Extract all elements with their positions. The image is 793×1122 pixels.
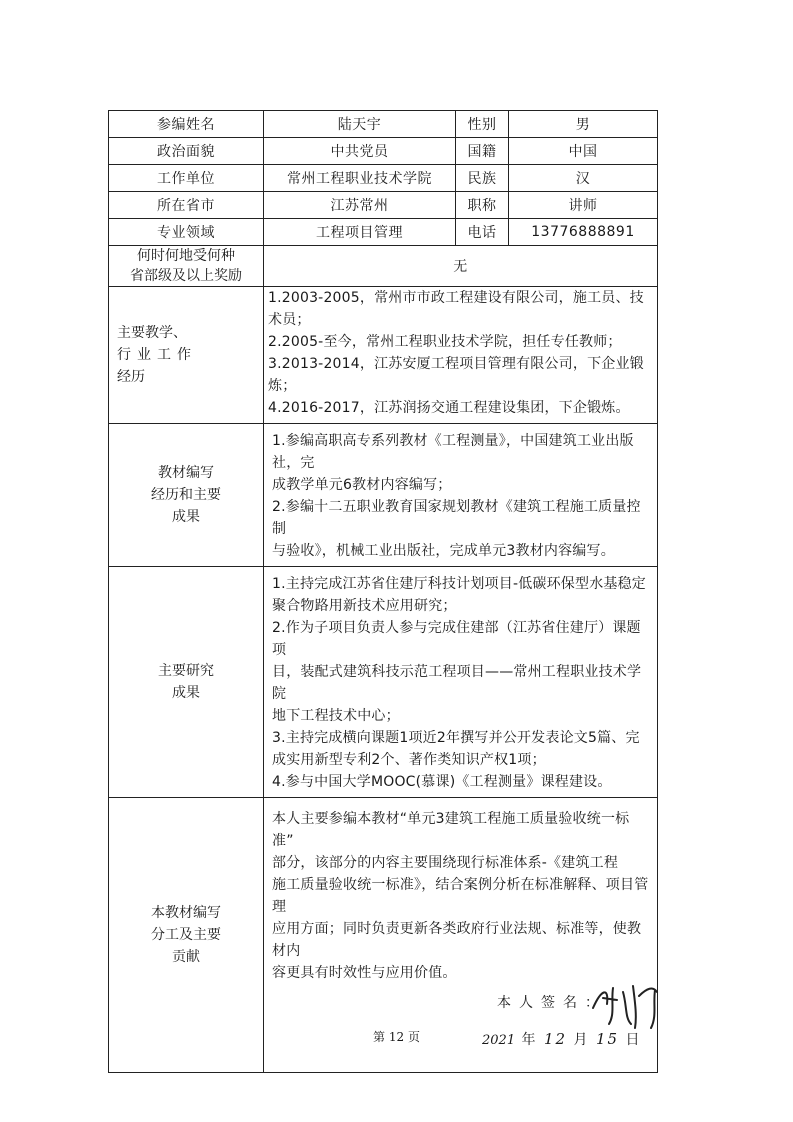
ethnicity-label: 民族 xyxy=(456,165,509,192)
row-textbook xyxy=(109,424,658,567)
textbook-content xyxy=(264,424,658,567)
awards-label xyxy=(109,246,264,287)
row-province xyxy=(109,192,658,219)
experience-label xyxy=(109,287,264,424)
phone-value: 13776888891 xyxy=(509,219,658,246)
gender-label: 性别 xyxy=(456,111,509,138)
textbook-label xyxy=(109,424,264,567)
row-research xyxy=(109,567,658,798)
name-value: 陆天宇 xyxy=(264,111,456,138)
nationality-value: 中国 xyxy=(509,138,658,165)
experience-label-line-2: 行业工作 xyxy=(117,347,197,363)
experience-item: 3.2013-2014，江苏安厦工程项目管理有限公司，下企业锻炼； xyxy=(268,356,644,394)
research-line: 聚合物路用新技术应用研究； xyxy=(272,598,457,614)
textbook-label-line-2: 经历和主要 xyxy=(151,487,221,503)
ethnicity-value: 汉 xyxy=(509,165,658,192)
experience-label-line-1: 主要教学、 xyxy=(117,325,187,341)
author-info-table xyxy=(108,110,658,1073)
province-value: 江苏常州 xyxy=(264,192,456,219)
research-line: 1.主持完成江苏省住建厅科技计划项目-低碳环保型水基稳定 xyxy=(272,576,647,592)
contribution-label-line-2: 分工及主要 xyxy=(151,927,221,943)
row-field xyxy=(109,219,658,246)
research-line: 成实用新型专利2个、著作类知识产权1项； xyxy=(272,752,546,768)
awards-label-line-2: 省部级及以上奖励 xyxy=(130,268,242,284)
research-line: 地下工程技术中心； xyxy=(272,708,400,724)
date-month-suffix: 月 xyxy=(573,1032,590,1048)
date-year-suffix: 年 xyxy=(521,1032,538,1048)
contribution-label-line-1: 本教材编写 xyxy=(151,905,221,921)
experience-item: 4.2016-2017，江苏润扬交通工程建设集团，下企锻炼。 xyxy=(268,400,630,416)
research-label xyxy=(109,567,264,798)
experience-content xyxy=(264,287,658,424)
research-label-line-1: 主要研究 xyxy=(158,663,214,679)
political-value: 中共党员 xyxy=(264,138,456,165)
contribution-line: 容更具有时效性与应用价值。 xyxy=(272,965,457,981)
phone-label: 电话 xyxy=(456,219,509,246)
research-label-line-2: 成果 xyxy=(172,685,200,701)
political-label: 政治面貌 xyxy=(109,138,264,165)
work-unit-label: 工作单位 xyxy=(109,165,264,192)
signature-label: 本人签名： xyxy=(497,995,607,1011)
province-label: 所在省市 xyxy=(109,192,264,219)
research-line: 目，装配式建筑科技示范工程项目——常州工程职业技术学院 xyxy=(272,664,642,702)
awards-value: 无 xyxy=(264,246,658,287)
row-work-unit xyxy=(109,165,658,192)
experience-item: 1.2003-2005，常州市市政工程建设有限公司，施工员、技术员； xyxy=(268,290,644,328)
row-name xyxy=(109,111,658,138)
textbook-line: 成教学单元6教材内容编写； xyxy=(272,477,452,493)
nationality-label: 国籍 xyxy=(456,138,509,165)
field-value: 工程项目管理 xyxy=(264,219,456,246)
contribution-label-line-3: 贡献 xyxy=(172,949,200,965)
contribution-line: 应用方面；同时负责更新各类政府行业法规、标准等，使教材内 xyxy=(272,921,642,959)
handwritten-signature xyxy=(587,978,697,1030)
name-label: 参编姓名 xyxy=(109,111,264,138)
title-value: 讲师 xyxy=(509,192,658,219)
textbook-label-line-3: 成果 xyxy=(172,509,200,525)
date-month: 12 xyxy=(544,1030,568,1048)
contribution-line: 本人主要参编本教材“单元3建筑工程施工质量验收统一标准” xyxy=(272,811,630,849)
textbook-line: 与验收》，机械工业出版社，完成单元3教材内容编写。 xyxy=(272,543,615,559)
row-awards xyxy=(109,246,658,287)
contribution-line: 施工质量验收统一标准》，结合案例分析在标准解释、项目管理 xyxy=(272,877,649,915)
research-line: 3.主持完成横向课题1项近2年撰写并公开发表论文5篇、完 xyxy=(272,730,640,746)
research-line: 2.作为子项目负责人参与完成住建部（江苏省住建厅）课题项 xyxy=(272,620,641,658)
signature-area xyxy=(272,984,649,1068)
textbook-label-line-1: 教材编写 xyxy=(158,465,214,481)
title-label: 职称 xyxy=(456,192,509,219)
row-political xyxy=(109,138,658,165)
field-label: 专业领域 xyxy=(109,219,264,246)
awards-label-line-1: 何时何地受何种 xyxy=(137,248,235,264)
experience-label-line-3: 经历 xyxy=(117,369,145,385)
work-unit-value: 常州工程职业技术学院 xyxy=(264,165,456,192)
date-day: 15 xyxy=(596,1030,620,1048)
gender-value: 男 xyxy=(509,111,658,138)
experience-item: 2.2005-至今，常州工程职业技术学院，担任专任教师； xyxy=(268,334,622,350)
research-content xyxy=(264,567,658,798)
research-line: 4.参与中国大学MOOC(慕课)《工程测量》课程建设。 xyxy=(272,774,612,790)
textbook-line: 2.参编十二五职业教育国家规划教材《建筑工程施工质量控制 xyxy=(272,499,641,537)
date-year: 2021 xyxy=(482,1033,516,1048)
row-experience xyxy=(109,287,658,424)
contribution-line: 部分，该部分的内容主要围绕现行标准体系-《建筑工程 xyxy=(272,855,619,871)
date-day-suffix: 日 xyxy=(625,1032,642,1048)
textbook-line: 1.参编高职高专系列教材《工程测量》，中国建筑工业出版社，完 xyxy=(272,433,634,471)
page-number: 第 12 页 xyxy=(373,1030,420,1044)
